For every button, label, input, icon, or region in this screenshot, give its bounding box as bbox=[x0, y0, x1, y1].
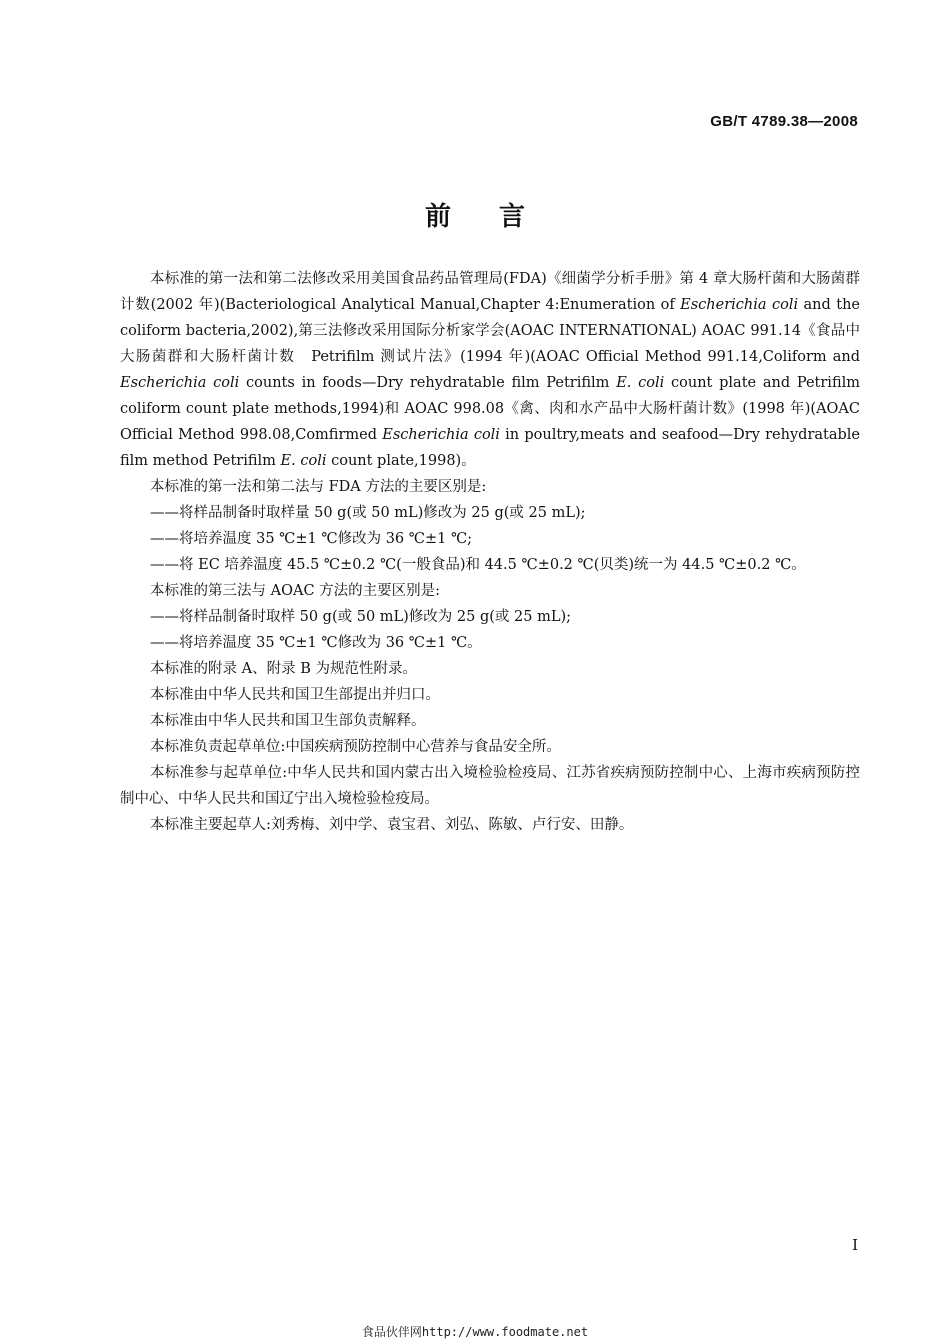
adoption-paragraph: 本标准的第一法和第二法修改采用美国食品药品管理局(FDA)《细菌学分析手册》第 4 章大肠杆菌和大肠菌群计数(2002 年)(Bacteriological Analytical Manual,Chapter 4:Enumeration of Escherichia coli and the coliform bacteria,2002),第三法修改采用国际分析家学会(AOAC INTERNATIONAL) AOAC 991.14《食品中大肠菌群和大肠杆菌计数 Petrifilm 测试片法》(1994 年)(AOAC Official Method 991.14,Coliform and Escherichia coli counts in foods—Dry rehydratable film Petrifilm E. coli count plate and Petrifilm coliform count plate methods,1994)和 AOAC 998.08《禽、肉和水产品中大肠杆菌计数》(1998 年)(AOAC Official Method 998.08,Comfirmed Escherichia coli in poultry,meats and seafood—Dry rehydratable film method Petrifilm E. coli count plate,1998)。 bbox=[120, 271, 861, 469]
aoac-diff-item: ——将样品制备时取样 50 g(或 50 mL)修改为 25 g(或 25 mL); bbox=[150, 609, 572, 625]
fda-diff-intro: 本标准的第一法和第二法与 FDA 方法的主要区别是: bbox=[150, 479, 487, 495]
proposer-statement: 本标准由中华人民共和国卫生部提出并归口。 bbox=[150, 687, 440, 703]
fda-diff-item: ——将 EC 培养温度 45.5 ℃±0.2 ℃(一般食品)和 44.5 ℃±0.2 ℃(贝类)统一为 44.5 ℃±0.2 ℃。 bbox=[150, 557, 806, 573]
aoac-diff-intro: 本标准的第三法与 AOAC 方法的主要区别是: bbox=[150, 583, 441, 599]
document-body bbox=[120, 266, 860, 838]
page-title: 前言 bbox=[424, 202, 573, 232]
standard-number: GB/T 4789.38—2008 bbox=[710, 113, 858, 130]
appendix-statement: 本标准的附录 A、附录 B 为规范性附录。 bbox=[150, 661, 417, 677]
drafting-unit-statement: 本标准负责起草单位:中国疾病预防控制中心营养与食品安全所。 bbox=[150, 739, 561, 755]
footer-watermark: 食品伙伴网http://www.foodmate.net bbox=[361, 1325, 589, 1339]
participating-units-statement: 本标准参与起草单位:中华人民共和国内蒙古出入境检验检疫局、江苏省疾病预防控制中心、上海市疾病预防控制中心、中华人民共和国辽宁出入境检验检疫局。 bbox=[120, 765, 860, 807]
interpretation-statement: 本标准由中华人民共和国卫生部负责解释。 bbox=[150, 713, 426, 729]
page-number: I bbox=[852, 1236, 858, 1254]
fda-diff-item: ——将样品制备时取样量 50 g(或 50 mL)修改为 25 g(或 25 mL); bbox=[150, 505, 586, 521]
drafters-statement: 本标准主要起草人:刘秀梅、刘中学、袁宝君、刘弘、陈敏、卢行安、田静。 bbox=[150, 817, 634, 833]
fda-diff-item: ——将培养温度 35 ℃±1 ℃修改为 36 ℃±1 ℃; bbox=[150, 531, 473, 547]
aoac-diff-item: ——将培养温度 35 ℃±1 ℃修改为 36 ℃±1 ℃。 bbox=[150, 635, 482, 651]
